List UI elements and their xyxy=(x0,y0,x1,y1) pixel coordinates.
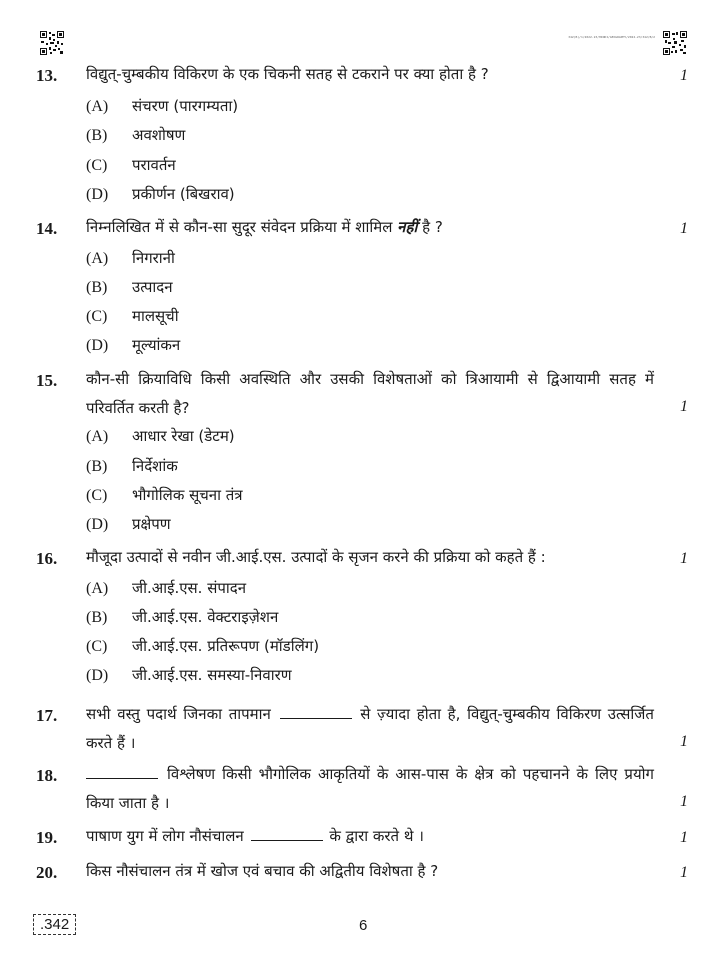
option-letter: (B) xyxy=(86,458,108,475)
question-text xyxy=(86,213,654,242)
question-text-part: के द्वारा करते थे । xyxy=(329,827,424,845)
option-a xyxy=(86,248,175,268)
question-text: विद्युत्-चुम्बकीय विकिरण के एक चिकनी सतह से टकराने पर क्या होता है ? xyxy=(86,65,489,83)
header-code-text: 342(B)/1/2022-23/HINDI/GEOGRAPHY/2022-23/342/B/2 xyxy=(568,35,655,39)
question-text-part: सभी वस्तु पदार्थ जिनका तापमान xyxy=(86,705,271,723)
question-text: कौन-सी क्रियाविधि किसी अवस्थिति और उसकी विशेषताओं को त्रिआयामी से द्विआयामी सतह में परिवर्तित करती है? xyxy=(86,370,654,417)
question-number: 13. xyxy=(36,66,58,85)
option-text: भौगोलिक सूचना तंत्र xyxy=(132,486,243,504)
option-c xyxy=(86,485,243,505)
option-letter: (A) xyxy=(86,250,109,267)
paper-code: .342 xyxy=(33,914,76,935)
option-text: निगरानी xyxy=(132,249,175,267)
question-number: 14. xyxy=(36,219,58,238)
question-text xyxy=(86,760,654,818)
option-text: उत्पादन xyxy=(132,278,173,296)
option-letter: (B) xyxy=(86,609,108,626)
question-number: 16. xyxy=(36,549,58,568)
question-text xyxy=(86,700,654,758)
page-number: 6 xyxy=(359,917,368,934)
question-marks: 1 xyxy=(680,864,688,881)
option-d xyxy=(86,335,180,355)
question-text-part: है ? xyxy=(422,218,443,236)
emphasized-word: नहीं xyxy=(397,218,418,236)
option-a xyxy=(86,578,246,598)
option-b xyxy=(86,607,278,627)
option-text: मालसूची xyxy=(132,307,179,325)
option-c xyxy=(86,636,319,656)
question-number: 19. xyxy=(36,828,58,847)
option-letter: (B) xyxy=(86,279,108,296)
option-text: परावर्तन xyxy=(132,156,176,174)
fill-in-blank xyxy=(251,826,323,841)
question-text-part: विश्लेषण किसी भौगोलिक आकृतियों के आस-पास के क्षेत्र को पहचानने के लिए प्रयोग किया जाता है । xyxy=(86,765,654,812)
option-text: निर्देशांक xyxy=(132,457,178,475)
option-text: जी.आई.एस. प्रतिरूपण (मॉडलिंग) xyxy=(132,637,320,655)
fill-in-blank xyxy=(280,704,352,719)
option-text: जी.आई.एस. वेक्टराइज़ेशन xyxy=(132,608,279,626)
question-marks: 1 xyxy=(680,550,688,567)
question-text-part: निम्नलिखित में से कौन-सा सुदूर संवेदन प्रक्रिया में शामिल xyxy=(86,218,393,236)
qr-code-icon xyxy=(663,31,687,55)
question-number: 18. xyxy=(36,766,58,785)
option-letter: (C) xyxy=(86,638,108,655)
question-marks: 1 xyxy=(680,220,688,237)
option-a xyxy=(86,426,235,446)
option-c xyxy=(86,155,176,175)
option-d xyxy=(86,665,292,685)
option-letter: (D) xyxy=(86,337,109,354)
fill-in-blank xyxy=(86,764,158,779)
option-letter: (B) xyxy=(86,127,108,144)
option-letter: (A) xyxy=(86,98,109,115)
option-a xyxy=(86,96,238,116)
option-text: जी.आई.एस. संपादन xyxy=(132,579,247,597)
option-text: आधार रेखा (डेटम) xyxy=(132,427,235,445)
question-text: मौजूदा उत्पादों से नवीन जी.आई.एस. उत्पादों के सृजन करने की प्रक्रिया को कहते हैं : xyxy=(86,548,546,566)
option-b xyxy=(86,125,185,145)
option-text: मूल्यांकन xyxy=(132,336,181,354)
question-text: किस नौसंचालन तंत्र में खोज एवं बचाव की अद्वितीय विशेषता है ? xyxy=(86,862,439,880)
option-letter: (C) xyxy=(86,487,108,504)
option-text: प्रकीर्णन (बिखराव) xyxy=(132,185,235,203)
question-marks: 1 xyxy=(680,793,688,810)
question-number: 17. xyxy=(36,706,58,725)
question-marks: 1 xyxy=(680,67,688,84)
option-letter: (D) xyxy=(86,186,109,203)
option-text: जी.आई.एस. समस्या-निवारण xyxy=(132,666,292,684)
option-text: अवशोषण xyxy=(132,126,186,144)
question-text-part: से ज़्यादा होता है, विद्युत्-चुम्बकीय विकिरण उत्सर्जित करते हैं । xyxy=(86,705,654,752)
option-letter: (D) xyxy=(86,667,109,684)
question-marks: 1 xyxy=(680,398,688,415)
option-letter: (A) xyxy=(86,428,109,445)
question-marks: 1 xyxy=(680,733,688,750)
question-number: 15. xyxy=(36,371,58,390)
option-text: प्रक्षेपण xyxy=(132,515,171,533)
question-number: 20. xyxy=(36,863,58,882)
option-d xyxy=(86,184,235,204)
option-letter: (A) xyxy=(86,580,109,597)
option-text: संचरण (पारगम्यता) xyxy=(132,97,239,115)
question-text xyxy=(86,822,654,851)
option-d xyxy=(86,514,171,534)
option-b xyxy=(86,456,178,476)
option-b xyxy=(86,277,173,297)
option-letter: (D) xyxy=(86,516,109,533)
option-letter: (C) xyxy=(86,308,108,325)
option-c xyxy=(86,306,179,326)
option-letter: (C) xyxy=(86,157,108,174)
question-marks: 1 xyxy=(680,829,688,846)
qr-code-icon xyxy=(40,31,64,55)
question-text-part: पाषाण युग में लोग नौसंचालन xyxy=(86,827,244,845)
